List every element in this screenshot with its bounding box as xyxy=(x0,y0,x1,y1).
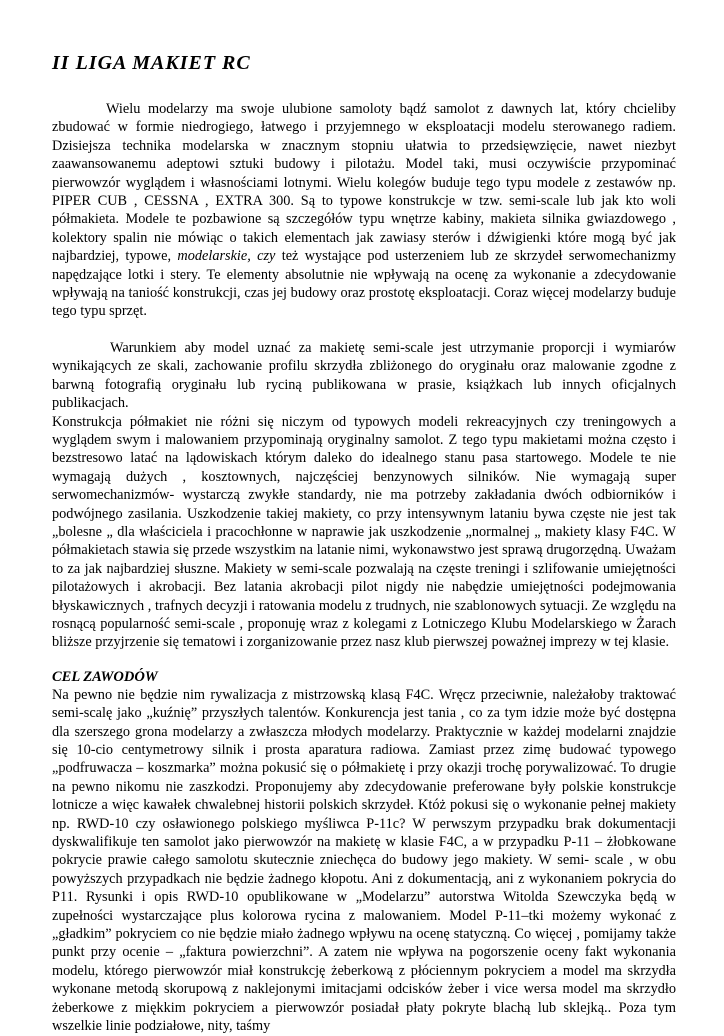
document-page xyxy=(52,52,676,1036)
paragraph-intro xyxy=(52,100,676,321)
paragraph-intro-italic: modelarskie, czy xyxy=(177,248,276,265)
section-heading-goal: CEL ZAWODÓW xyxy=(52,668,158,685)
paragraph-semi-scale-condition: Warunkiem aby model uznać za makietę semi-scale jest utrzymanie proporcji i wymiarów wynikających ze skali, zachowanie profilu skrzydła zbliżonego do oryginału oraz malowanie zgodne z barwną fotografią oryginału lub ryciną publikowana w prasie, książkach lub innych oficjalnych publikacjach. xyxy=(52,339,676,412)
document-title: II LIGA MAKIET RC xyxy=(52,52,251,74)
paragraph-intro-text: Wielu modelarzy ma swoje ulubione samoloty bądź samolot z dawnych lat, który chcieliby zbudować w formie niedrogiego, łatwego i przyjemnego w eksploatacji modelu sterowanego radiem. Dzisiejsza technika modelarska w znacznym stopniu ułatwia to przedsięwzięcie, nawet niezbyt zaawansowanemu adeptowi sztuki budowy i pilotażu. Model taki, musi oczywiście przypominać pierwowzór wyglądem i własnościami lotnymi. Wielu kolegów buduje tego typu modele z zestawów np. PIPER CUB , CESSNA , EXTRA 300. Są to typowe konstrukcje w tzw. semi-scale lub jak kto woli półmakieta. Modele te pozbawione są szczegółów typu wnętrze kabiny, makieta silnika gwiazdowego , kolektory spalin nie mówiąc o takich elementach jak zawiasy sterów i dźwigienki które mogą być jak najbardziej, typowe, xyxy=(52,101,676,265)
paragraph-goal: Na pewno nie będzie nim rywalizacja z mistrzowską klasą F4C. Wręcz przeciwnie, należałoby traktować semi-scalę jako „kuźnię” przyszłych talentów. Konkurencja jest tania , co za tym idzie może być dostępna dla szerszego grona modelarzy a zwłaszcza młodych modelarzy. Praktycznie w każdej modelarni znajdzie się 10-cio centymetrowy silnik i prosta aparatura radiowa. Zamiast przez zimę budować typowego „podfruwacza – koszmarka” można pokusić się o półmakietę i przy okazji trochę porywalizować. To drugie na pewno nikomu nie zaszkodzi. Proponujemy aby zdecydowanie preferowane były polskie konstrukcje lotnicze a więc kawałek chwalebnej historii polskich skrzydeł. Któż pokusi się o wykonanie pełnej makiety np. RWD-10 czy osławionego polskiego myśliwca P-11c? W perwszym przypadku brak dokumentacji dyskwalifikuje ten samolot jako pierwowzór na makietę w klasie F4C, a w przypadku P-11 – żłobkowane pokrycie prawie całego samolotu skutecznie zniechęca do budowy jego makiety. W semi- scale , w obu powyższych przypadkach nie będzie żadnego kłopotu. Ani z dokumentacją, ani z wykonaniem pokrycia do P11. Rysunki i opis RWD-10 opublikowane w „Modelarzu” autorstwa Witolda Szewczyka będą w zupełności wystarczające plus kolorowa rycina z malowaniem. Model P-11–tki możemy wykonać z „gładkim” pokryciem co nie będzie miało żadnego wpływu na ocenę statyczną. Co więcej , pomijamy także punkt przy ocenie – „faktura powierzchni”. A zatem nie wpływa na pogorszenie oceny fakt wykonania modelu, którego pierwowzór miał konstrukcję żeberkową z płóciennym pokryciem a model ma skrzydła wykonane metodą skorupową z naklejonymi imitacjami odcisków żeber i vice wersa model ma skrzydło żeberkowe z miękkim pokryciem a pierwowzór posiadał płaty pokryte blachą lub sklejką.. Poza tym wszelkie linie podziałowe, nity, taśmy xyxy=(52,686,676,1035)
paragraph-gap xyxy=(52,321,676,339)
paragraph-construction: Konstrukcja półmakiet nie różni się niczym od typowych modeli rekreacyjnych czy treningowych a wyglądem swym i malowaniem przypominają oryginalny samolot. Z tego typu makietami można często i bezstresowo latać na lądowiskach którym daleko do idealnego stanu pasa startowego. Modele te nie wymagają dużych , kosztownych, najczęściej benzynowych silników. Nie wymagają super serwomechanizmów- wystarczą zwykłe standardy, nie ma potrzeby zakładania dwóch odbiorników i podwójnego zasilania. Uszkodzenie takiej makiety, co przy intensywnym lataniu bywa częste nie jest tak „bolesne „ dla właściciela i pracochłonne w naprawie jak uszkodzenie „normalnej „ makiety klasy F4C. W półmakietach stawia się przede wszystkim na latanie nimi, wykonawstwo jest sprawą drugorzędną. Uważam to za jak najbardziej słuszne. Makiety w semi-scale pozwalają na częste treningi i szlifowanie umiejętności pilotażowych i akrobacji. Bez latania akrobacji pilot nigdy nie nabędzie umiejętności podejmowania błyskawicznych , trafnych decyzji i ratowania modelu z trudnych, nie szablonowych sytuacji. Ze względu na rosnącą popularność semi-scale , proponuję wraz z kolegami z Lotniczego Klubu Modelarskiego w Żarach bliższe przyjrzenie się tematowi i zorganizowanie przez nasz klub pierwszej poważnej imprezy w tej klasie. xyxy=(52,413,676,651)
paragraph-intro-text-end: też wystające pod usterzeniem lub ze skrzydeł serwomechanizmy napędzające lotki i stery. Te elementy absolutnie nie wpływają na ocenę za wykonanie a zdecydowanie wpływają na taniość konstrukcji, czas jej budowy oraz prostotę eksploatacji. Coraz więcej modelarzy buduje tego typu sprzęt. xyxy=(52,248,677,320)
